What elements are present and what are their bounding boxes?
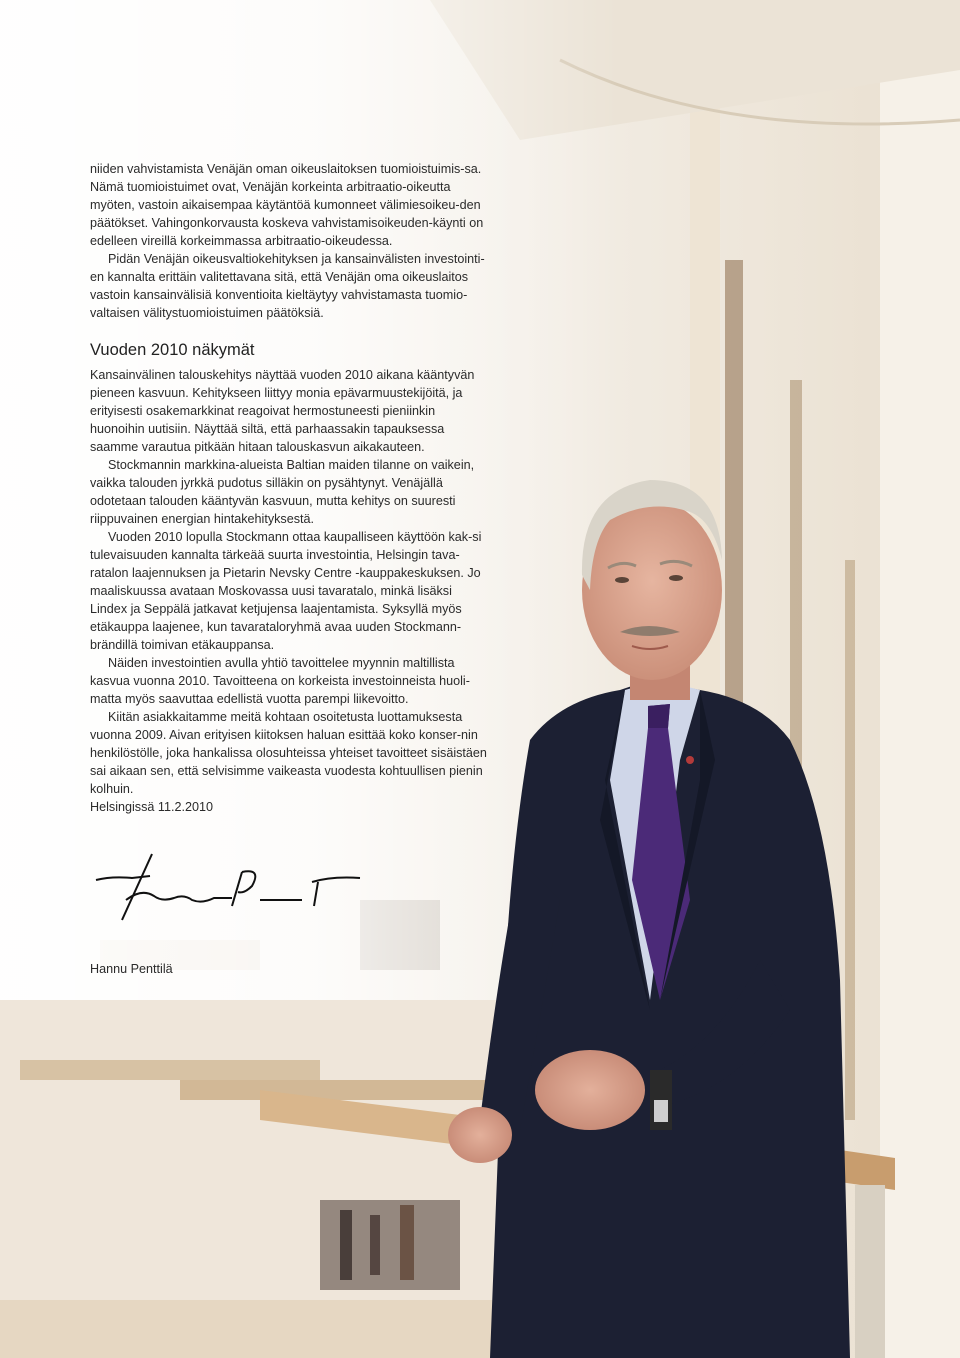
dateline: Helsingissä 11.2.2010 <box>90 800 213 814</box>
body-paragraph: Pidän Venäjän oikeusvaltiokehityksen ja kansainvälisten investointi-en kannalta erittäin valitettavana sitä, että Venäjän oma oikeuslaitos vastoin kansainvälisiä konventioita kieltäytyy vahvistamasta tuomio-valtaisen välitystuomioistuimen päätöksiä. <box>90 252 485 320</box>
body-paragraph: Kansainvälinen talouskehitys näyttää vuoden 2010 aikana kääntyvän pieneen kasvuun. Kehitykseen liittyy monia epävarmuustekijöitä, ja erityisesti osakemarkkinat reagoivat hermostuneesti pieniinkin huonoihin uutisiin. Näyttää siltä, että parhaassakin tapauksessa saamme varautua pitkään hitaan talouskasvun aikakauteen. <box>90 368 475 454</box>
body-paragraph: Kiitän asiakkaitamme meitä kohtaan osoitetusta luottamuksesta vuonna 2009. Aivan erityisen kiitoksen haluan esittää koko konser-nin henkilöstölle, joka hankalissa olosuhteissa yhteiset tavoitteet sisäistäen sai aikaan sen, että selvisimme vaikeasta vuodesta kohtuullisen pienin kolhuin. <box>90 710 487 796</box>
signer-name: Hannu Penttilä <box>90 962 173 976</box>
section-heading: Vuoden 2010 näkymät <box>90 341 255 359</box>
handwritten-signature <box>92 848 372 928</box>
body-paragraph: Stockmannin markkina-alueista Baltian maiden tilanne on vaikein, vaikka talouden jyrkkä pudotus silläkin on pysähtynyt. Venäjällä odotetaan talouden kääntyvän kasvuun, mutta kehitys on suuresti riippuvainen energian hintakehityksestä. <box>90 458 475 526</box>
letter-body <box>90 160 490 816</box>
body-paragraph: niiden vahvistamista Venäjän oman oikeuslaitoksen tuomioistuimis-sa. Nämä tuomioistuimet ovat, Venäjän korkeinta arbitraatio-oikeutta myöten, vastoin aikaisempaa käytäntöä kumonneet välimiesoikeu-den päätökset. Vahingonkorvausta koskeva vahvistamisoikeuden-käynti on edelleen vireillä korkeimmassa arbitraatio-oikeudessa. <box>90 162 484 248</box>
body-paragraph: Näiden investointien avulla yhtiö tavoittelee myynnin maltillista kasvua vuonna 2010. Tavoitteena on korkeista investoinneista huoli-matta myös saavuttaa edellistä vuotta parempi liikevoitto. <box>90 656 470 706</box>
body-paragraph: Vuoden 2010 lopulla Stockmann ottaa kaupalliseen käyttöön kak-si tulevaisuuden kannalta tärkeää suurta investointia, Helsingin tava-ratalon laajennuksen ja Pietarin Nevsky Centre -kauppakeskuksen. Jo maaliskuussa avataan Moskovassa uusi tavaratalo, minkä lisäksi Lindex ja Seppälä jatkavat ketjujensa laajentamista. Syksyllä myös etäkauppa laajenee, kun tavarataloryhmä avaa uuden Stockmann-brändillä toimivan etäkauppansa. <box>90 530 482 652</box>
